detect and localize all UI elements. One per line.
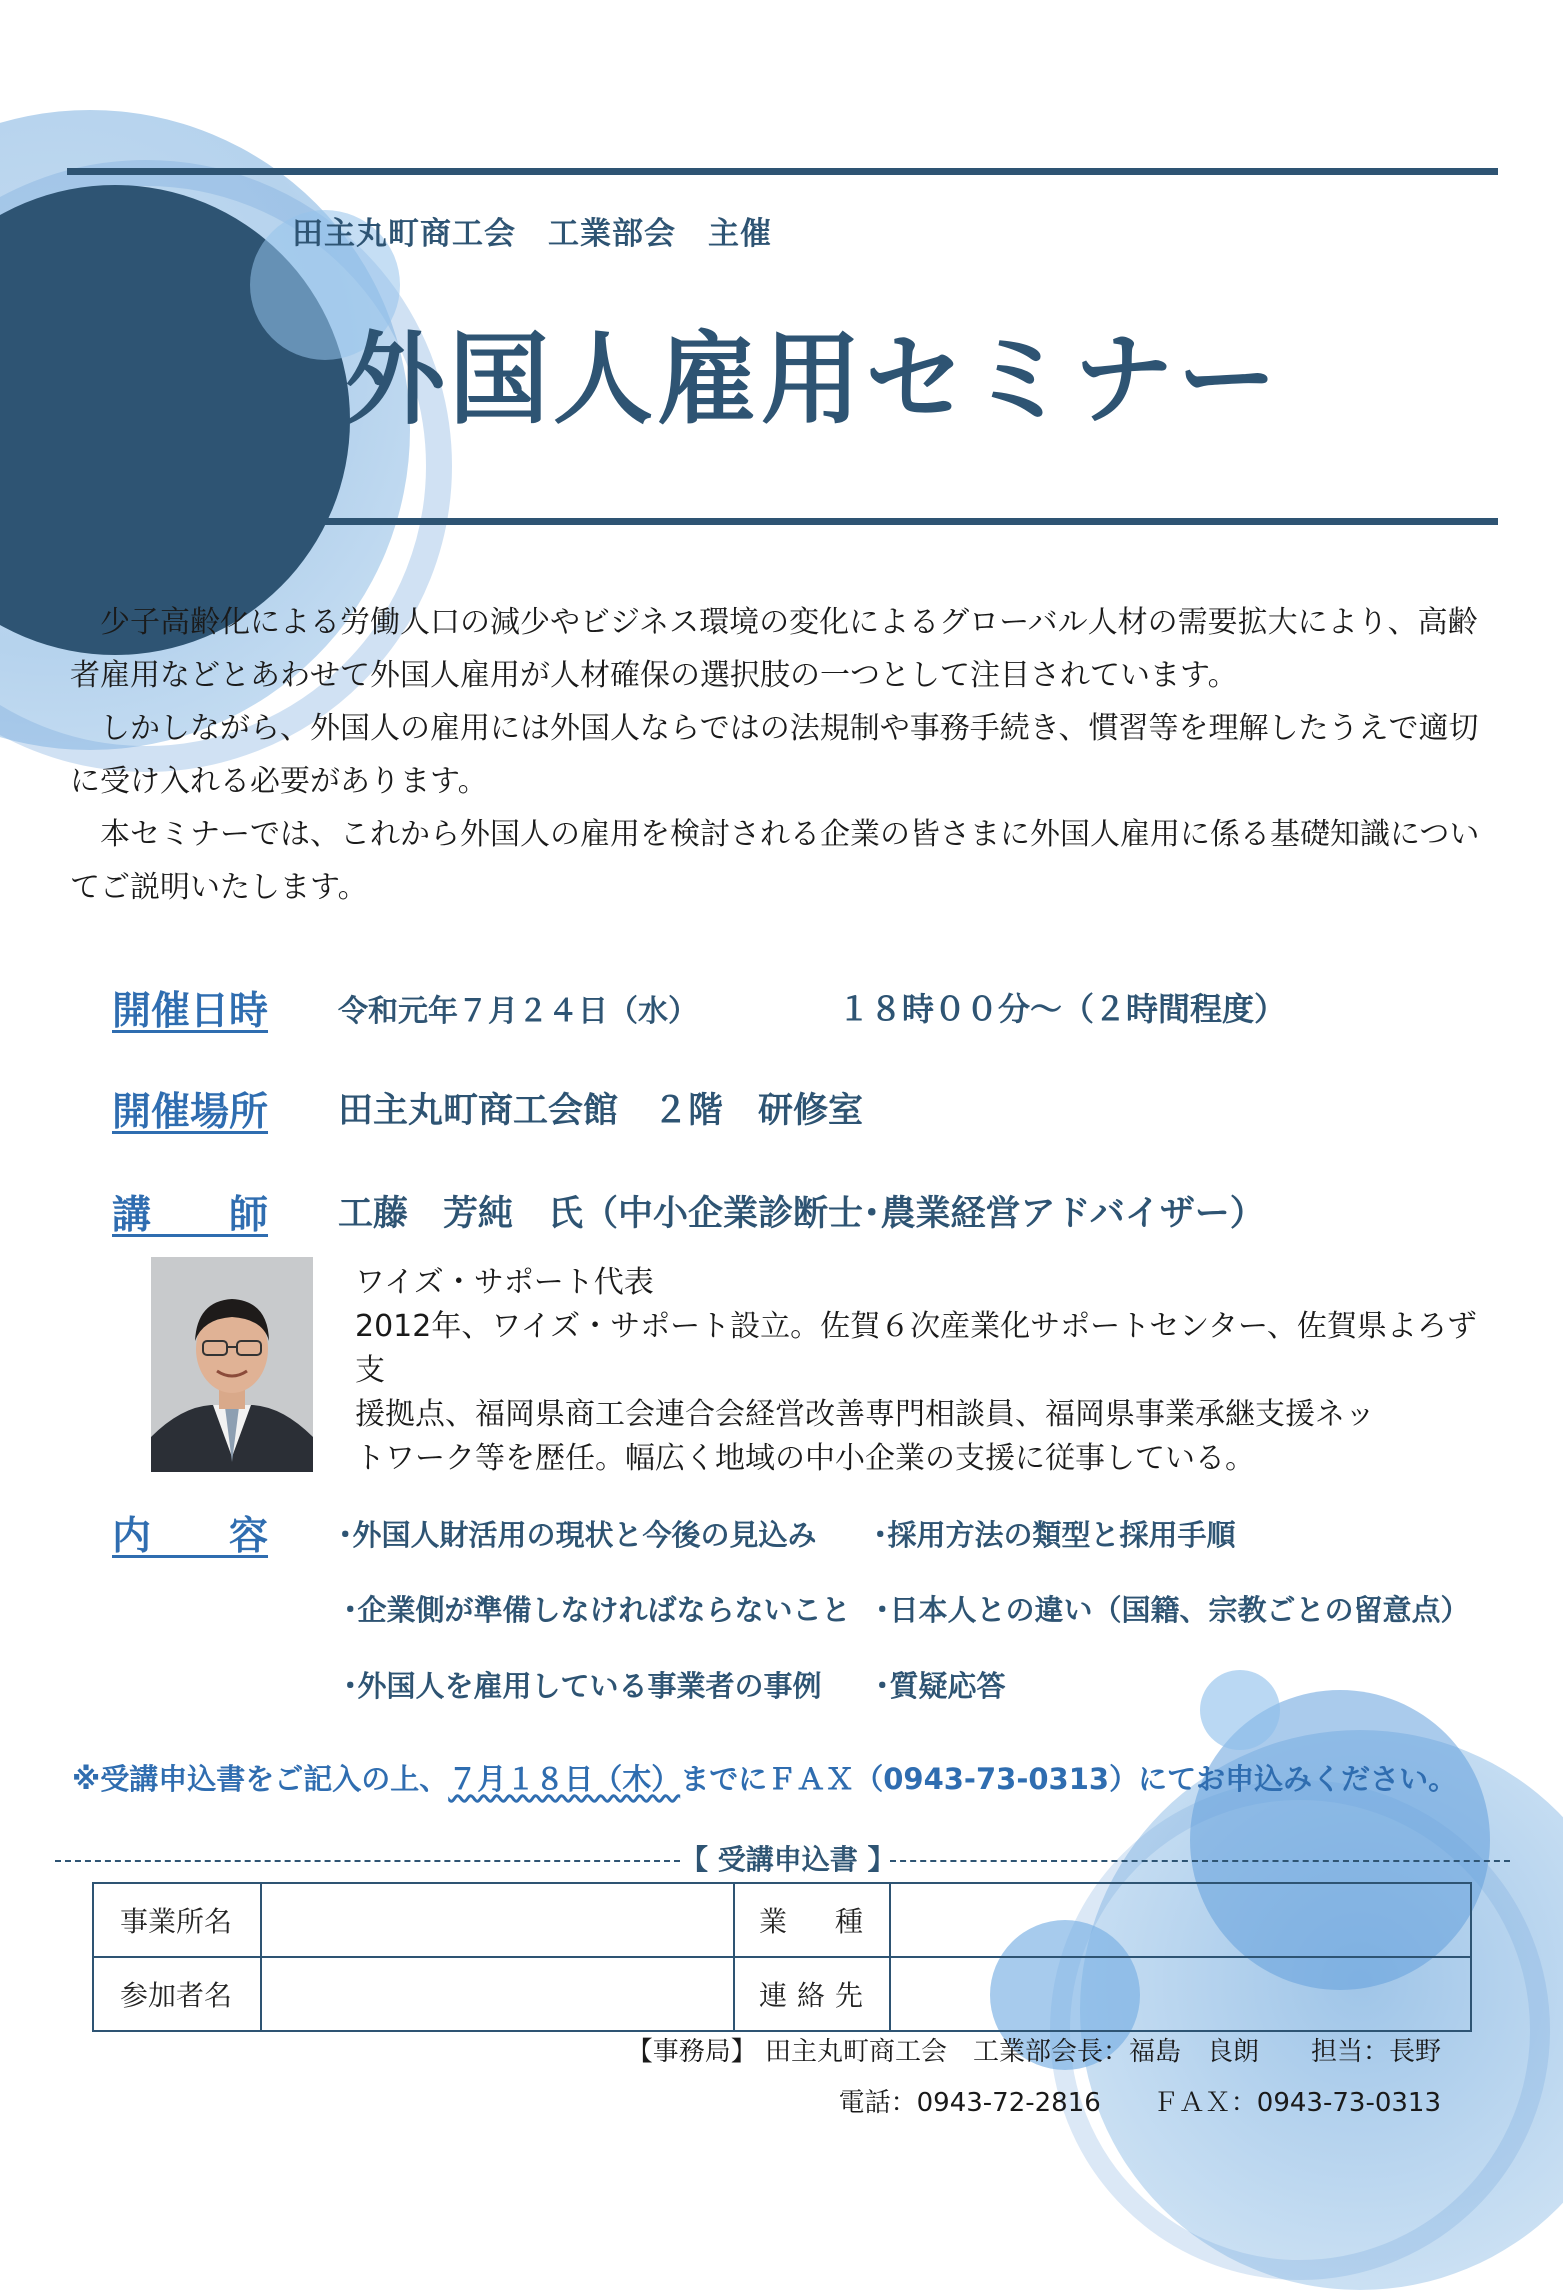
application-notice — [72, 1757, 1457, 1798]
notice-prefix: ※受講申込書をご記入の上、 — [72, 1762, 449, 1796]
content-item: ･企業側が準備しなければならないこと — [343, 1593, 851, 1627]
decor-small-circle-bottom-right — [1200, 1670, 1280, 1750]
business-name-field[interactable] — [261, 1883, 734, 1957]
participant-field[interactable] — [261, 1957, 734, 2031]
person-portrait-icon — [151, 1257, 313, 1472]
intro-text — [70, 596, 1500, 914]
participant-label: 参加者名 — [93, 1957, 261, 2031]
content-label: 内 容 — [112, 1514, 269, 1559]
lecturer-bio — [355, 1261, 1495, 1481]
lecturer-value: 工藤 芳純 氏（中小企業診断士･農業経営アドバイザー） — [338, 1194, 1265, 1234]
venue-label: 開催場所 — [112, 1090, 269, 1135]
bio-line: トワーク等を歴任。幅広く地域の中小企業の支援に従事している。 — [355, 1441, 1255, 1476]
date-value: 令和元年７月２４日（水） — [338, 994, 698, 1029]
content-item: ･外国人を雇用している事業者の事例 — [343, 1669, 822, 1703]
intro-paragraph: しかしながら、外国人の雇用には外国人ならではの法規制や事務手続き、慣習等を理解したうえで適切に受け入れる必要があります。 — [70, 711, 1479, 799]
application-form — [92, 1882, 1472, 2032]
page-title: 外国人雇用セミナー — [345, 321, 1281, 438]
content-item: ･外国人財活用の現状と今後の見込み — [338, 1518, 817, 1552]
intro-paragraph: 本セミナーでは、これから外国人の雇用を検討される企業の皆さまに外国人雇用に係る基礎知識についてご説明いたします。 — [70, 817, 1480, 905]
lecturer-label: 講 師 — [112, 1193, 269, 1238]
cut-line-right — [890, 1860, 1510, 1862]
venue-value: 田主丸町商工会館 ２階 研修室 — [338, 1091, 864, 1131]
time-value: １８時００分～（２時間程度） — [838, 990, 1287, 1028]
content-item: ･質疑応答 — [875, 1669, 1006, 1703]
notice-suffix: までにＦＡＸ（0943-73-0313）にてお申込みください。 — [680, 1762, 1458, 1796]
content-item: ･採用方法の類型と採用手順 — [873, 1518, 1236, 1552]
bio-line: ワイズ・サポート代表 — [355, 1265, 654, 1300]
intro-paragraph: 少子高齢化による労働人口の減少やビジネス環境の変化によるグローバル人材の需要拡大により、高齢者雇用などとあわせて外国人雇用が人材確保の選択肢の一つとして注目されています。 — [70, 605, 1478, 693]
contact-label: 連絡先 — [734, 1957, 890, 2031]
cut-line-left — [55, 1860, 680, 1862]
date-label: 開催日時 — [112, 989, 269, 1034]
office-info: 【事務局】 田主丸町商工会 工業部会長：福島 良朗 担当：長野 — [626, 2037, 1441, 2067]
form-title: 【 受講申込書 】 — [680, 1843, 896, 1876]
notice-deadline: ７月１８日（木） — [448, 1762, 681, 1796]
bio-line: 2012年、ワイズ・サポート設立。佐賀６次産業化サポートセンター、佐賀県よろず支 — [355, 1309, 1477, 1388]
industry-label: 業 種 — [734, 1883, 890, 1957]
lecturer-photo — [151, 1257, 313, 1472]
header-rule-bottom — [263, 518, 1498, 525]
business-name-label: 事業所名 — [93, 1883, 261, 1957]
bio-line: 援拠点、福岡県商工会連合会経営改善専門相談員、福岡県事業承継支援ネッ — [355, 1397, 1375, 1432]
organizer-text: 田主丸町商工会 工業部会 主催 — [292, 216, 772, 252]
header-rule-top — [67, 168, 1498, 175]
industry-field[interactable] — [890, 1883, 1471, 1957]
content-item: ･日本人との違い（国籍、宗教ごとの留意点） — [875, 1593, 1470, 1627]
contact-field[interactable] — [890, 1957, 1471, 2031]
phone-fax-info: 電話：0943-72-2816 ＦＡＸ：0943-73-0313 — [838, 2088, 1441, 2118]
